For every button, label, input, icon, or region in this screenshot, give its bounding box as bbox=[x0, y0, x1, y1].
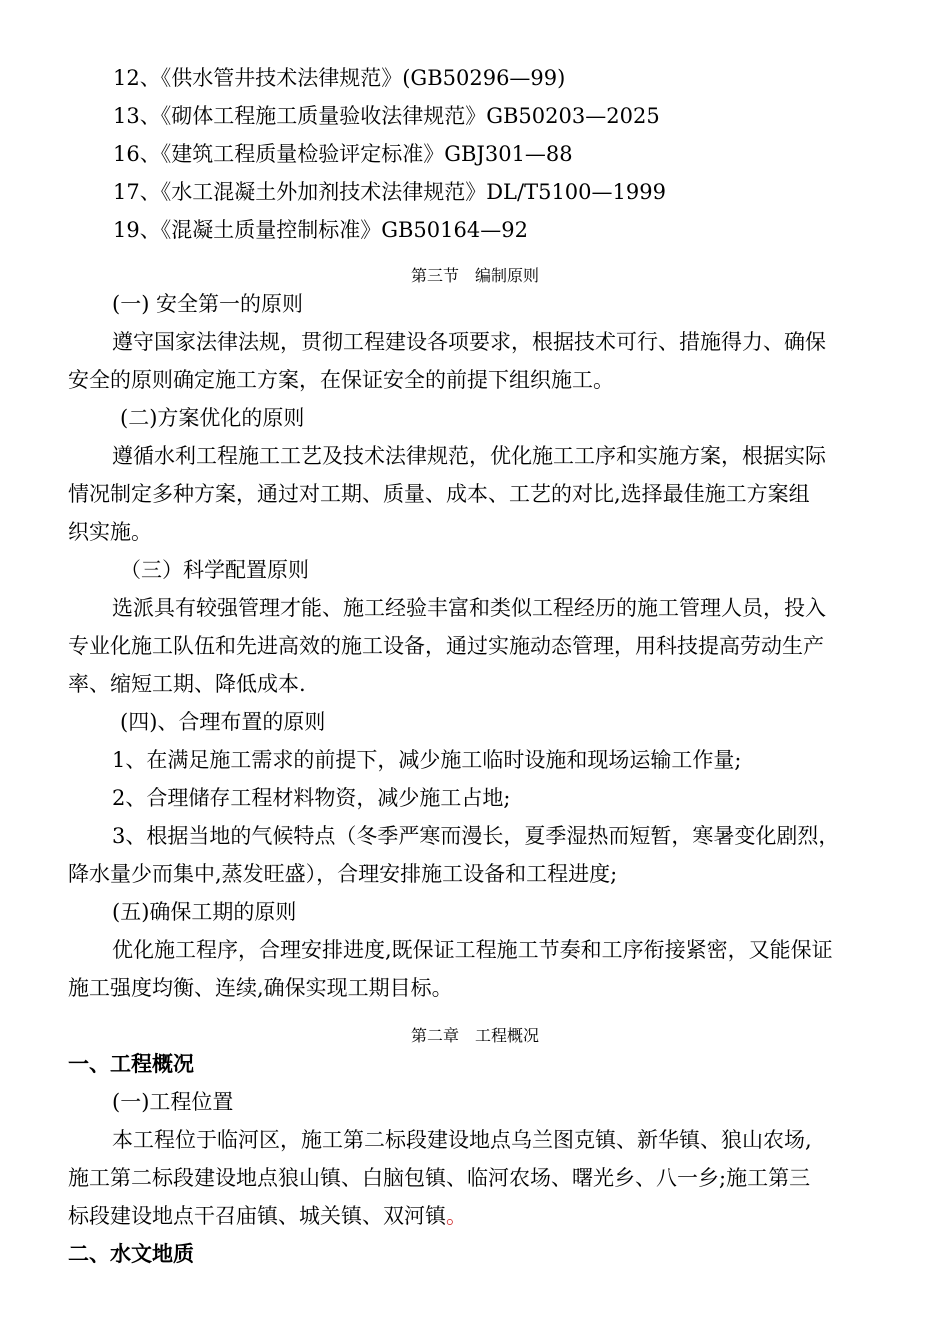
paragraph-line: 2、合理储存工程材料物资，减少施工占地; bbox=[112, 786, 511, 810]
paragraph-line-last bbox=[68, 1202, 467, 1230]
section-heading: 一、工程概况 bbox=[68, 1052, 194, 1076]
paragraph-line: 3、根据当地的气候特点（冬季严寒而漫长，夏季湿热而短暂，寒暑变化剧烈， bbox=[112, 824, 840, 848]
reference-item: 13、《砌体工程施工质量验收法律规范》GB50203—2025 bbox=[113, 104, 660, 128]
paragraph-line: 本工程位于临河区，施工第二标段建设地点乌兰图克镇、新华镇、狼山农场, bbox=[112, 1128, 812, 1152]
paragraph-line: 专业化施工队伍和先进高效的施工设备，通过实施动态管理，用科技提高劳动生产 bbox=[68, 634, 824, 658]
principle-heading: （三）科学配置原则 bbox=[120, 558, 309, 582]
paragraph-line: 优化施工程序，合理安排进度,既保证工程施工节奏和工序衔接紧密，又能保证 bbox=[112, 938, 833, 962]
paragraph-line: 1、在满足施工需求的前提下，减少施工临时设施和现场运输工作量; bbox=[112, 748, 742, 772]
paragraph-end-mark: 。 bbox=[446, 1204, 467, 1228]
paragraph-text: 标段建设地点干召庙镇、城关镇、双河镇 bbox=[68, 1204, 446, 1228]
paragraph-line: 率、缩短工期、降低成本. bbox=[68, 672, 306, 696]
paragraph-line: 遵循水利工程施工工艺及技术法律规范，优化施工工序和实施方案，根据实际 bbox=[112, 444, 826, 468]
reference-item: 12、《供水管井技术法律规范》(GB50296—99) bbox=[113, 66, 566, 90]
paragraph-line: 降水量少而集中,蒸发旺盛），合理安排施工设备和工程进度; bbox=[68, 862, 618, 886]
paragraph-line: 施工第二标段建设地点狼山镇、白脑包镇、临河农场、曙光乡、八一乡;施工第三 bbox=[68, 1166, 811, 1190]
paragraph-line: 施工强度均衡、连续,确保实现工期目标。 bbox=[68, 976, 453, 1000]
paragraph-line: 选派具有较强管理才能、施工经验丰富和类似工程经历的施工管理人员，投入 bbox=[112, 596, 826, 620]
principle-heading: (一) 安全第一的原则 bbox=[112, 292, 304, 316]
paragraph-line: 情况制定多种方案，通过对工期、质量、成本、工艺的对比,选择最佳施工方案组 bbox=[68, 482, 810, 506]
paragraph-line: 安全的原则确定施工方案，在保证安全的前提下组织施工。 bbox=[68, 368, 614, 392]
principle-heading: (二)方案优化的原则 bbox=[120, 406, 305, 430]
paragraph-line: 遵守国家法律法规，贯彻工程建设各项要求，根据技术可行、措施得力、确保 bbox=[112, 330, 826, 354]
principle-heading: (四)、合理布置的原则 bbox=[120, 710, 326, 734]
reference-item: 19、《混凝土质量控制标准》GB50164—92 bbox=[113, 218, 528, 242]
principle-heading: (五)确保工期的原则 bbox=[112, 900, 297, 924]
section-title: 第三节 编制原则 bbox=[410, 266, 539, 285]
section-heading: 二、水文地质 bbox=[68, 1242, 194, 1266]
subsection-heading: (一)工程位置 bbox=[112, 1090, 234, 1114]
reference-item: 16、《建筑工程质量检验评定标准》GBJ301—88 bbox=[113, 142, 573, 166]
reference-item: 17、《水工混凝土外加剂技术法律规范》DL/T5100—1999 bbox=[113, 180, 666, 204]
paragraph-line: 织实施。 bbox=[68, 520, 152, 544]
chapter-title: 第二章 工程概况 bbox=[410, 1026, 539, 1045]
